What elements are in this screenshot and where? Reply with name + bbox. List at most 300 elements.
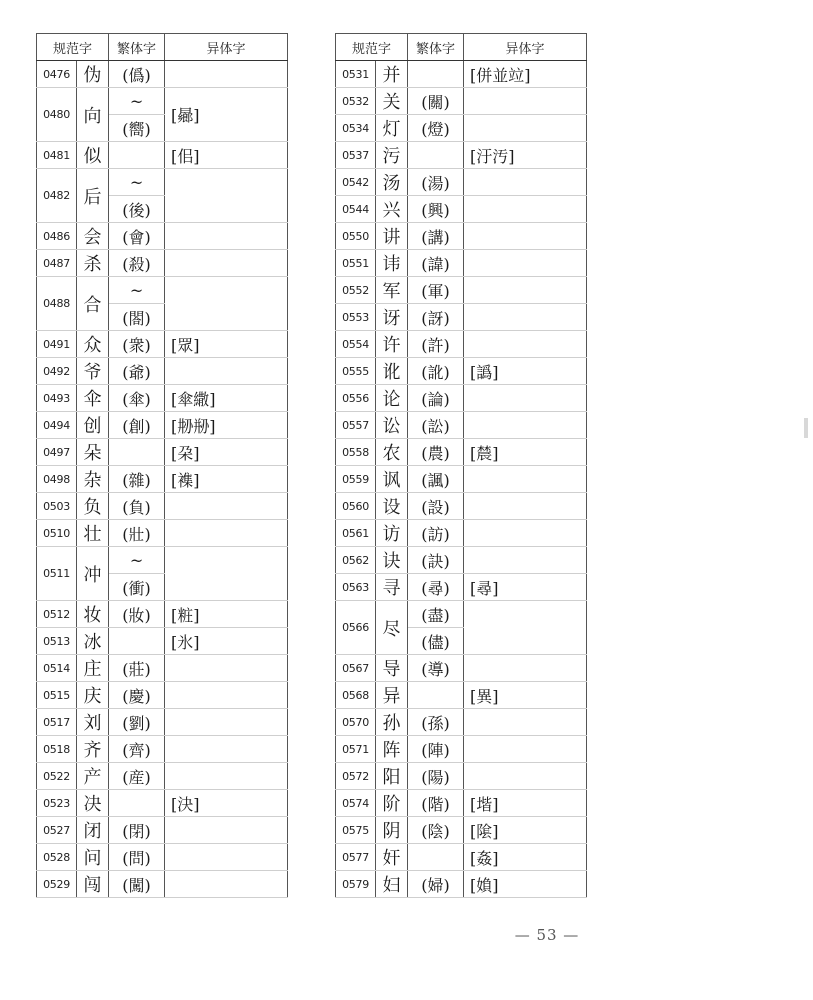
table-row: [37, 871, 288, 898]
variant-forms: [朶]: [165, 439, 288, 466]
variant-forms: [464, 655, 587, 682]
entry-code: 0487: [37, 250, 77, 277]
traditional-form: (湯): [408, 169, 464, 196]
variant-forms: [譌]: [464, 358, 587, 385]
entry-code: 0522: [37, 763, 77, 790]
variant-forms: [併並竝]: [464, 61, 587, 88]
table-row: [336, 169, 587, 196]
variant-forms: [165, 547, 288, 601]
variant-forms: [165, 493, 288, 520]
entry-code: 0553: [336, 304, 376, 331]
variant-forms: [165, 655, 288, 682]
traditional-form: (壯): [109, 520, 165, 547]
traditional-form: (尋): [408, 574, 464, 601]
entry-code: 0481: [37, 142, 77, 169]
entry-code: 0492: [37, 358, 77, 385]
table-row: [336, 682, 587, 709]
table-row: [336, 277, 587, 304]
traditional-form: (婦): [408, 871, 464, 898]
traditional-form: (設): [408, 493, 464, 520]
variant-forms: [464, 466, 587, 493]
variant-forms: [眾]: [165, 331, 288, 358]
standard-character: 闯: [77, 871, 109, 898]
standard-character: 异: [376, 682, 408, 709]
traditional-form: (儘): [408, 628, 464, 655]
entry-code: 0577: [336, 844, 376, 871]
entry-code: 0571: [336, 736, 376, 763]
table-row: [336, 790, 587, 817]
variant-forms: [傘繖]: [165, 385, 288, 412]
table-row: [37, 601, 288, 628]
traditional-form: (僞): [109, 61, 165, 88]
traditional-form: (階): [408, 790, 464, 817]
header-variant: 异体字: [165, 34, 288, 61]
standard-character: 庆: [77, 682, 109, 709]
entry-code: 0568: [336, 682, 376, 709]
traditional-form: (農): [408, 439, 464, 466]
variant-forms: [165, 223, 288, 250]
variant-forms: [464, 88, 587, 115]
table-row: [336, 142, 587, 169]
character-table-left: [36, 33, 288, 898]
variant-forms: [464, 547, 587, 574]
traditional-form: [408, 682, 464, 709]
traditional-form: (殺): [109, 250, 165, 277]
traditional-form: (諱): [408, 250, 464, 277]
variant-forms: [決]: [165, 790, 288, 817]
traditional-form: (燈): [408, 115, 464, 142]
entry-code: 0534: [336, 115, 376, 142]
table-row: [37, 709, 288, 736]
standard-character: 爷: [77, 358, 109, 385]
variant-forms: [165, 169, 288, 223]
table-row: [336, 61, 587, 88]
table-header-row: [37, 34, 288, 61]
variant-forms: [464, 115, 587, 142]
traditional-form: (諷): [408, 466, 464, 493]
variant-forms: [粧]: [165, 601, 288, 628]
table-row: [37, 763, 288, 790]
traditional-form: (爺): [109, 358, 165, 385]
variant-forms: [464, 520, 587, 547]
standard-character: 闭: [77, 817, 109, 844]
header-traditional: 繁体字: [408, 34, 464, 61]
traditional-form: [408, 142, 464, 169]
variant-forms: [165, 709, 288, 736]
traditional-form: (慶): [109, 682, 165, 709]
entry-code: 0574: [336, 790, 376, 817]
variant-forms: [刱剙]: [165, 412, 288, 439]
variant-forms: [165, 520, 288, 547]
table-row: [37, 61, 288, 88]
standard-character: 决: [77, 790, 109, 817]
traditional-form: [408, 844, 464, 871]
table-row: [37, 817, 288, 844]
traditional-form: (陽): [408, 763, 464, 790]
variant-forms: [165, 682, 288, 709]
standard-character: 访: [376, 520, 408, 547]
entry-code: 0513: [37, 628, 77, 655]
table-row: [37, 250, 288, 277]
variant-forms: [隂]: [464, 817, 587, 844]
standard-character: 奸: [376, 844, 408, 871]
entry-code: 0515: [37, 682, 77, 709]
standard-character: 问: [77, 844, 109, 871]
standard-character: 诀: [376, 547, 408, 574]
variant-forms: [165, 844, 288, 871]
table-row: [37, 736, 288, 763]
entry-code: 0555: [336, 358, 376, 385]
traditional-form: (産): [109, 763, 165, 790]
table-row: [37, 520, 288, 547]
standard-character: 妆: [77, 601, 109, 628]
traditional-form: (閤): [109, 304, 165, 331]
standard-character: 会: [77, 223, 109, 250]
standard-character: 伞: [77, 385, 109, 412]
entry-code: 0562: [336, 547, 376, 574]
entry-code: 0567: [336, 655, 376, 682]
variant-forms: [165, 358, 288, 385]
table-row: [336, 223, 587, 250]
entry-code: 0512: [37, 601, 77, 628]
entry-code: 0575: [336, 817, 376, 844]
table-row: [37, 223, 288, 250]
traditional-form: (創): [109, 412, 165, 439]
table-row: [37, 358, 288, 385]
entry-code: 0514: [37, 655, 77, 682]
traditional-form: (訝): [408, 304, 464, 331]
standard-character: 齐: [77, 736, 109, 763]
traditional-form: [109, 790, 165, 817]
variant-forms: [464, 763, 587, 790]
standard-character: 朵: [77, 439, 109, 466]
entry-code: 0491: [37, 331, 77, 358]
standard-character: 阶: [376, 790, 408, 817]
variant-forms: [464, 493, 587, 520]
traditional-form: (關): [408, 88, 464, 115]
traditional-form: (妝): [109, 601, 165, 628]
table-row: [336, 709, 587, 736]
standard-character: 壮: [77, 520, 109, 547]
entry-code: 0497: [37, 439, 77, 466]
traditional-form: ~: [109, 547, 165, 574]
table-row: [37, 412, 288, 439]
traditional-form: (軍): [408, 277, 464, 304]
table-row: [37, 790, 288, 817]
traditional-form: (導): [408, 655, 464, 682]
table-row: [37, 682, 288, 709]
standard-character: 向: [77, 88, 109, 142]
traditional-form: (後): [109, 196, 165, 223]
variant-forms: [464, 385, 587, 412]
standard-character: 尽: [376, 601, 408, 655]
table-row: [37, 844, 288, 871]
traditional-form: (雜): [109, 466, 165, 493]
variant-forms: [464, 196, 587, 223]
standard-character: 创: [77, 412, 109, 439]
traditional-form: (孫): [408, 709, 464, 736]
standard-character: 刘: [77, 709, 109, 736]
traditional-form: (興): [408, 196, 464, 223]
traditional-form: (闖): [109, 871, 165, 898]
entry-code: 0527: [37, 817, 77, 844]
table-header-row: [336, 34, 587, 61]
table-row: [336, 196, 587, 223]
table-row: [37, 142, 288, 169]
entry-code: 0563: [336, 574, 376, 601]
entry-code: 0531: [336, 61, 376, 88]
table-body: [336, 61, 587, 898]
table-row: [336, 763, 587, 790]
standard-character: 导: [376, 655, 408, 682]
header-standard: 规范字: [336, 34, 408, 61]
variant-forms: [464, 277, 587, 304]
table-row: [336, 466, 587, 493]
standard-character: 伪: [77, 61, 109, 88]
table-row: [336, 574, 587, 601]
standard-character: 庄: [77, 655, 109, 682]
standard-character: 杂: [77, 466, 109, 493]
table-body: [37, 61, 288, 898]
standard-character: 污: [376, 142, 408, 169]
entry-code: 0572: [336, 763, 376, 790]
standard-character: 讳: [376, 250, 408, 277]
standard-character: 兴: [376, 196, 408, 223]
variant-forms: [464, 223, 587, 250]
entry-code: 0532: [336, 88, 376, 115]
standard-character: 论: [376, 385, 408, 412]
standard-character: 许: [376, 331, 408, 358]
header-traditional: 繁体字: [109, 34, 165, 61]
entry-code: 0558: [336, 439, 376, 466]
standard-character: 阴: [376, 817, 408, 844]
traditional-form: [109, 142, 165, 169]
variant-forms: [165, 871, 288, 898]
traditional-form: (莊): [109, 655, 165, 682]
variant-forms: [165, 817, 288, 844]
standard-character: 讶: [376, 304, 408, 331]
entry-code: 0486: [37, 223, 77, 250]
table-row: [336, 358, 587, 385]
entry-code: 0557: [336, 412, 376, 439]
entry-code: 0476: [37, 61, 77, 88]
standard-character: 设: [376, 493, 408, 520]
entry-code: 0554: [336, 331, 376, 358]
entry-code: 0556: [336, 385, 376, 412]
standard-character: 产: [77, 763, 109, 790]
standard-character: 讽: [376, 466, 408, 493]
entry-code: 0510: [37, 520, 77, 547]
table-row: [336, 331, 587, 358]
entry-code: 0517: [37, 709, 77, 736]
standard-character: 众: [77, 331, 109, 358]
standard-character: 军: [376, 277, 408, 304]
standard-character: 杀: [77, 250, 109, 277]
standard-character: 讲: [376, 223, 408, 250]
variant-forms: [464, 736, 587, 763]
table-row: [37, 331, 288, 358]
table-row: [37, 466, 288, 493]
variant-forms: [464, 169, 587, 196]
standard-character: 合: [77, 277, 109, 331]
table-row: [336, 817, 587, 844]
traditional-form: (傘): [109, 385, 165, 412]
standard-character: 阳: [376, 763, 408, 790]
standard-character: 似: [77, 142, 109, 169]
entry-code: 0523: [37, 790, 77, 817]
traditional-form: (嚮): [109, 115, 165, 142]
entry-code: 0550: [336, 223, 376, 250]
variant-forms: [媍]: [464, 871, 587, 898]
variant-forms: [曏]: [165, 88, 288, 142]
table-row: [336, 304, 587, 331]
variant-forms: [165, 250, 288, 277]
table-row: [336, 871, 587, 898]
entry-code: 0493: [37, 385, 77, 412]
traditional-form: (訛): [408, 358, 464, 385]
standard-character: 讼: [376, 412, 408, 439]
table-row: [37, 547, 288, 574]
table-row: [336, 736, 587, 763]
standard-character: 讹: [376, 358, 408, 385]
table-row: [37, 277, 288, 304]
table-row: [37, 88, 288, 115]
traditional-form: (陣): [408, 736, 464, 763]
variant-forms: [464, 250, 587, 277]
variant-forms: [尋]: [464, 574, 587, 601]
traditional-form: (盡): [408, 601, 464, 628]
standard-character: 冰: [77, 628, 109, 655]
entry-code: 0498: [37, 466, 77, 493]
traditional-form: ~: [109, 169, 165, 196]
entry-code: 0537: [336, 142, 376, 169]
entry-code: 0518: [37, 736, 77, 763]
header-variant: 异体字: [464, 34, 587, 61]
table-row: [336, 385, 587, 412]
traditional-form: (會): [109, 223, 165, 250]
standard-character: 负: [77, 493, 109, 520]
entry-code: 0551: [336, 250, 376, 277]
traditional-form: (訪): [408, 520, 464, 547]
traditional-form: (衆): [109, 331, 165, 358]
table-row: [336, 439, 587, 466]
traditional-form: (許): [408, 331, 464, 358]
traditional-form: (劉): [109, 709, 165, 736]
entry-code: 0544: [336, 196, 376, 223]
variant-forms: [汙汚]: [464, 142, 587, 169]
entry-code: 0560: [336, 493, 376, 520]
variant-forms: [464, 331, 587, 358]
table-row: [37, 439, 288, 466]
traditional-form: (負): [109, 493, 165, 520]
standard-character: 孙: [376, 709, 408, 736]
traditional-form: [109, 439, 165, 466]
standard-character: 农: [376, 439, 408, 466]
entry-code: 0480: [37, 88, 77, 142]
variant-forms: [165, 736, 288, 763]
variant-forms: [姦]: [464, 844, 587, 871]
variant-forms: [464, 304, 587, 331]
variant-forms: [165, 61, 288, 88]
variant-forms: [堦]: [464, 790, 587, 817]
table-row: [37, 628, 288, 655]
variant-forms: [165, 763, 288, 790]
table-row: [336, 655, 587, 682]
standard-character: 关: [376, 88, 408, 115]
table-row: [336, 520, 587, 547]
traditional-form: (陰): [408, 817, 464, 844]
standard-character: 妇: [376, 871, 408, 898]
traditional-form: (衝): [109, 574, 165, 601]
entry-code: 0488: [37, 277, 77, 331]
traditional-form: (論): [408, 385, 464, 412]
standard-character: 阵: [376, 736, 408, 763]
table-row: [37, 169, 288, 196]
table-row: [336, 844, 587, 871]
entry-code: 0503: [37, 493, 77, 520]
traditional-form: (齊): [109, 736, 165, 763]
standard-character: 后: [77, 169, 109, 223]
entry-code: 0559: [336, 466, 376, 493]
entry-code: 0570: [336, 709, 376, 736]
table-row: [336, 412, 587, 439]
traditional-form: (訣): [408, 547, 464, 574]
entry-code: 0561: [336, 520, 376, 547]
variant-forms: [165, 277, 288, 331]
variant-forms: [464, 709, 587, 736]
standard-character: 冲: [77, 547, 109, 601]
traditional-form: ~: [109, 88, 165, 115]
traditional-form: [109, 628, 165, 655]
table-row: [336, 115, 587, 142]
header-standard: 规范字: [37, 34, 109, 61]
traditional-form: ~: [109, 277, 165, 304]
table-row: [37, 655, 288, 682]
standard-character: 汤: [376, 169, 408, 196]
table-row: [37, 493, 288, 520]
entry-code: 0529: [37, 871, 77, 898]
entry-code: 0542: [336, 169, 376, 196]
table-row: [336, 88, 587, 115]
variant-forms: [佀]: [165, 142, 288, 169]
standard-character: 寻: [376, 574, 408, 601]
table-row: [336, 547, 587, 574]
entry-code: 0552: [336, 277, 376, 304]
character-table-right: [335, 33, 587, 898]
traditional-form: [408, 61, 464, 88]
entry-code: 0528: [37, 844, 77, 871]
standard-character: 灯: [376, 115, 408, 142]
table-row: [336, 493, 587, 520]
page-number: — 53 —: [514, 926, 580, 944]
variant-forms: [464, 412, 587, 439]
scan-edge-mark: [804, 418, 808, 438]
traditional-form: (講): [408, 223, 464, 250]
variant-forms: [異]: [464, 682, 587, 709]
variant-forms: [辳]: [464, 439, 587, 466]
table-row: [336, 601, 587, 628]
table-row: [37, 385, 288, 412]
entry-code: 0482: [37, 169, 77, 223]
variant-forms: [氷]: [165, 628, 288, 655]
traditional-form: (訟): [408, 412, 464, 439]
table-row: [336, 250, 587, 277]
variant-forms: [襍]: [165, 466, 288, 493]
entry-code: 0566: [336, 601, 376, 655]
variant-forms: [464, 601, 587, 655]
entry-code: 0494: [37, 412, 77, 439]
traditional-form: (閉): [109, 817, 165, 844]
